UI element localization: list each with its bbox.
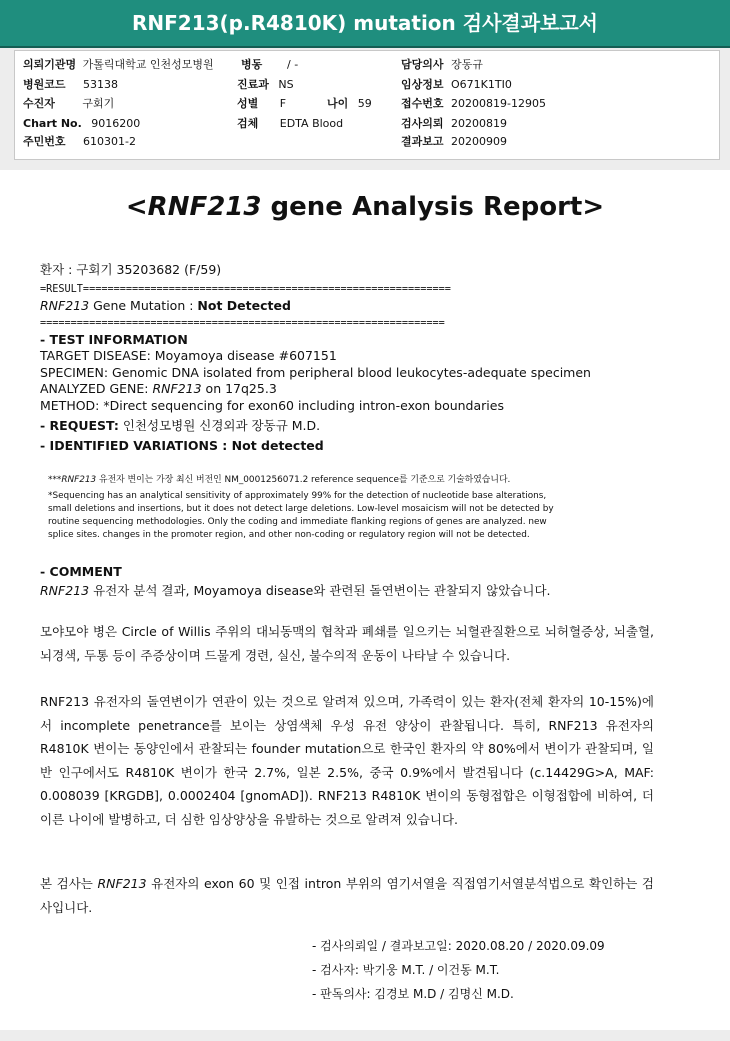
- request-date-label: 검사의뢰: [401, 117, 444, 130]
- chart-label: Chart No.: [23, 117, 82, 130]
- ward-field: [241, 56, 262, 74]
- age-field: [327, 95, 372, 113]
- comment-paragraph-1: [40, 620, 654, 667]
- signature-testers: - 검사자: 박기웅 M.T. / 이건동 M.T.: [312, 963, 500, 977]
- note1-rest: 유전자 변이는 가장 최신 버전인 NM_0001256071.2 reference sequence를 기준으로 기술하였습니다.: [96, 475, 511, 485]
- ward-value: / -: [287, 58, 299, 71]
- doctor-value: 장동규: [451, 58, 483, 71]
- para1-text: 모야모야 병은 Circle of Willis 주위의 대뇌동맥의 협착과 폐쇄를 일으키는 뇌혈관질환으로 뇌허혈증상, 뇌출혈, 뇌경색, 두통 등이 주증상이며 드물게 경련, 실신, 불수의적 운동이 나타날 수 있습니다.: [40, 624, 654, 663]
- comment-heading: - COMMENT: [40, 564, 122, 579]
- receipt-field: [401, 95, 546, 113]
- specimen-value: EDTA Blood: [279, 117, 344, 130]
- resident-value: 610301-2: [83, 135, 136, 148]
- analyzed-gene: [40, 381, 277, 397]
- age-label: 나이: [327, 97, 349, 110]
- hospital-field: [23, 56, 214, 74]
- mutation-value: Not Detected: [197, 298, 291, 313]
- note-sensitivity-1: *Sequencing has an analytical sensitivity of approximately 99% for the detection of nucleotide base alterations,: [48, 491, 547, 501]
- header-title: RNF213(p.R4810K) mutation 검사결과보고서: [131, 11, 598, 35]
- para2-text: RNF213 유전자의 돌연변이가 연관이 있는 것으로 알려져 있으며, 가족력이 있는 환자(전체 환자의 10-15%)에서 incomplete penetrance를 보이는 상염색체 우성 유전 양상이 관찰됩니다. 특히, RNF213 유전자의 R4810K 변이는 동양인에서 관찰되는 founder mutation으로 한국인 환자의 약 80%에서 변이가 관찰되며, 일반 인구에서도 R4810K 변이가 한국 2.7%, 일본 2.5%, 중국 0.9%에서 발견됩니다 (c.14429G>A, MAF: 0.008039 [KRGDB], 0.0002404 [gnomAD]). RNF213 R4810K 변이의 동형접합은 이형접합에 비하여, 더 이른 나이에 발병하고, 더 심한 임상양상을 유발하는 것으로 알려져 있습니다.: [40, 694, 654, 827]
- report-date-value: 20200909: [451, 135, 508, 148]
- note-reference: [48, 474, 510, 488]
- note-sensitivity-3: routine sequencing methodologies. Only the coding and immediate flanking regions of genes are analyzed. new: [48, 517, 547, 527]
- ward-label: 병동: [241, 58, 263, 71]
- mutation-label: Gene Mutation :: [89, 298, 198, 313]
- request-date-field: [401, 115, 507, 133]
- comment-gene: RNF213: [40, 583, 90, 598]
- separator: ==================================================================: [40, 318, 445, 329]
- hospital-value: 가톨릭대학교 인천성모병원: [82, 58, 214, 71]
- request-value: 인천성모병원 신경외과 장동규 M.D.: [118, 418, 321, 433]
- analyzed-gene-prefix: ANALYZED GENE:: [40, 381, 153, 396]
- sex-label: 성별: [237, 97, 259, 110]
- signature-reviewers: - 판독의사: 김경보 M.D / 김명신 M.D.: [312, 987, 514, 1001]
- dept-value: NS: [278, 78, 294, 91]
- patient-line: 환자 : 구회기 35203682 (F/59): [40, 262, 222, 277]
- chart-value: 9016200: [91, 117, 141, 130]
- receipt-label: 접수번호: [401, 97, 444, 110]
- clinical-info-value: O671K1TI0: [451, 78, 512, 91]
- report-date-field: [401, 133, 507, 151]
- dept-label: 진료과: [237, 78, 269, 91]
- report-title-bar: [0, 0, 730, 48]
- variations-line: - IDENTIFIED VARIATIONS : Not detected: [40, 438, 324, 453]
- patient-field: [23, 95, 114, 113]
- age-value: 59: [357, 97, 372, 110]
- patient-value: 구회기: [82, 97, 115, 110]
- comment-rest: 유전자 분석 결과, Moyamoya disease와 관련된 돌연변이는 관찰되지 않았습니다.: [89, 583, 551, 598]
- comment-paragraph-2: [40, 690, 654, 831]
- mutation-gene: RNF213: [40, 298, 90, 313]
- test-info-heading: - TEST INFORMATION: [40, 332, 188, 347]
- dept-field: [237, 76, 294, 94]
- report-document: [0, 170, 730, 1030]
- report-date-label: 결과보고: [401, 135, 444, 148]
- result-separator: =RESULT============================================================: [40, 284, 451, 295]
- note1-prefix: **: [48, 475, 57, 485]
- specimen-line: SPECIMEN: Genomic DNA isolated from peripheral blood leukocytes-adequate specimen: [40, 365, 591, 380]
- clinical-info-label: 임상정보: [401, 78, 444, 91]
- hospital-code-label: 병원코드: [23, 78, 66, 91]
- hospital-label: 의뢰기관명: [23, 58, 77, 71]
- title-rest: gene Analysis Report>: [261, 192, 605, 222]
- resident-field: [23, 133, 136, 151]
- para3-gene: RNF213: [97, 876, 147, 891]
- patient-label: 수진자: [23, 97, 55, 110]
- receipt-value: 20200819-12905: [451, 97, 546, 110]
- resident-label: 주민번호: [23, 135, 66, 148]
- method-line: METHOD: *Direct sequencing for exon60 including intron-exon boundaries: [40, 398, 504, 413]
- sex-value: F: [279, 97, 287, 110]
- comment-paragraph-3: [40, 872, 654, 919]
- report-heading: [0, 192, 730, 222]
- specimen-label: 검체: [237, 117, 259, 130]
- request-line: [40, 418, 320, 434]
- request-label: - REQUEST:: [40, 418, 119, 433]
- title-gene: RNF213: [147, 192, 262, 222]
- signature-dates: - 검사의뢰일 / 결과보고일: 2020.08.20 / 2020.09.09: [312, 939, 605, 953]
- analyzed-gene-name: RNF213: [152, 381, 202, 396]
- para3-prefix: 본 검사는: [40, 876, 98, 891]
- patient-info-box: [14, 50, 720, 160]
- target-disease: TARGET DISEASE: Moyamoya disease #607151: [40, 348, 337, 363]
- request-date-value: 20200819: [451, 117, 508, 130]
- doctor-field: [401, 56, 483, 74]
- clinical-info-field: [401, 76, 512, 94]
- mutation-result: [40, 298, 291, 314]
- para3-rest: 유전자의 exon 60 및 인접 intron 부위의 염기서열을 직접염기서열분석법으로 확인하는 검사입니다.: [40, 876, 654, 915]
- note-sensitivity-2: small deletions and insertions, but it does not detect large deletions. Low-level mosaicism will not be detected by: [48, 504, 554, 514]
- title-prefix: <: [125, 192, 148, 222]
- hospital-code-value: 53138: [83, 78, 119, 91]
- hospital-code-field: [23, 76, 118, 94]
- analyzed-gene-suffix: on 17q25.3: [201, 381, 277, 396]
- doctor-label: 담당의사: [401, 58, 444, 71]
- note1-gene: *RNF213: [56, 475, 97, 485]
- sex-field: [237, 95, 286, 113]
- comment-summary: [40, 583, 551, 599]
- note-sensitivity-4: splice sites. changes in the promoter region, and other non-coding or regulatory region will not be detected.: [48, 530, 530, 540]
- specimen-field: [237, 115, 343, 133]
- chart-field: [23, 115, 140, 133]
